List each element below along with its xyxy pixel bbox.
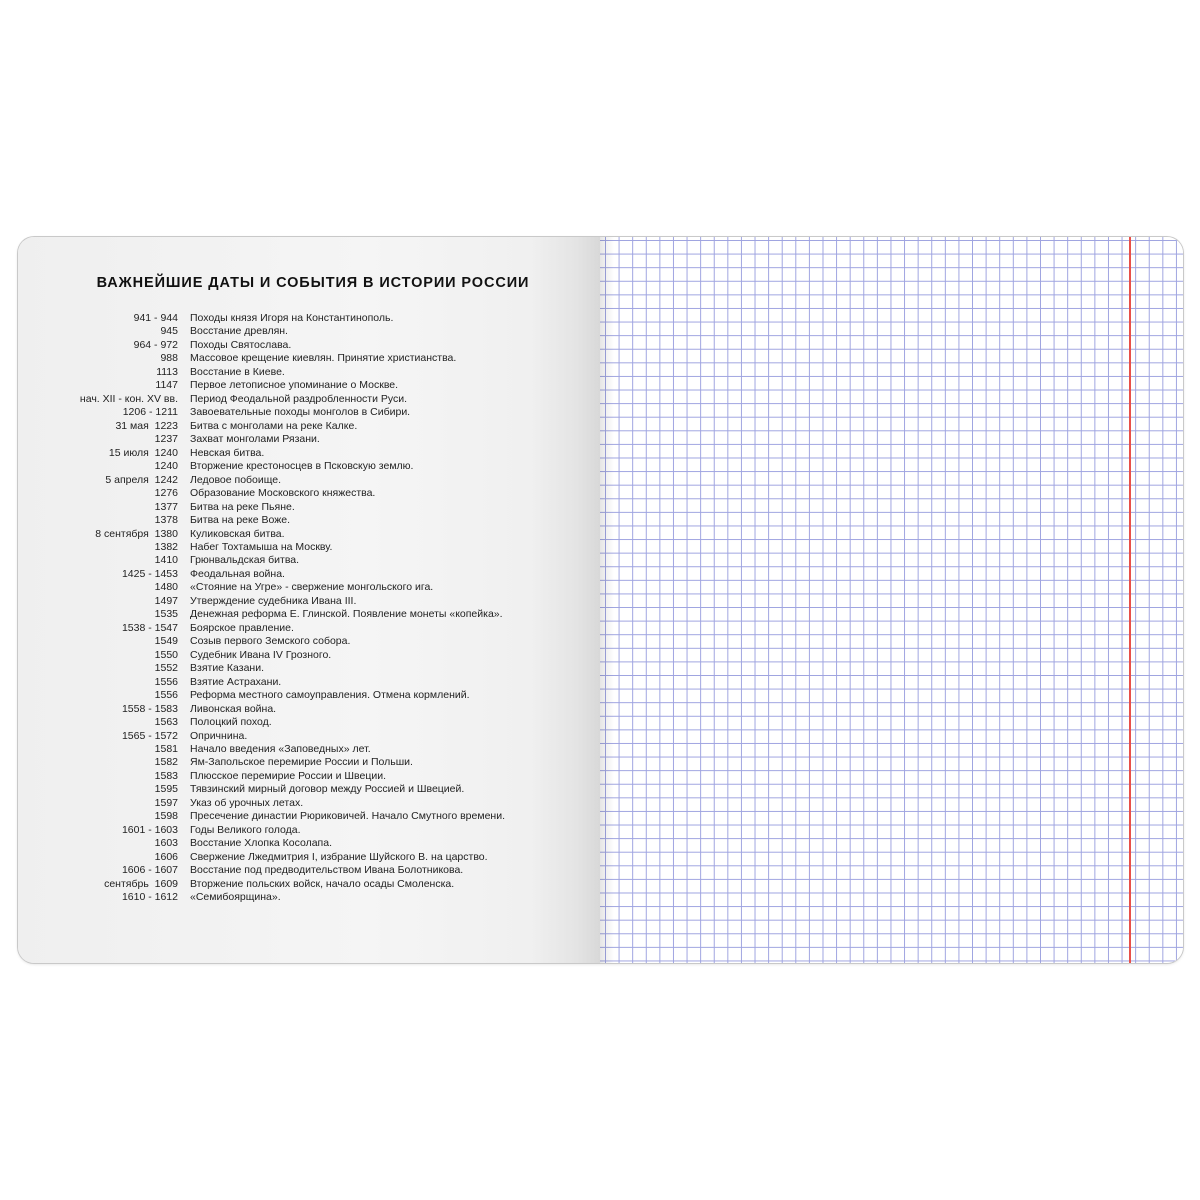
event-text: Созыв первого Земского собора.	[190, 635, 351, 648]
event-row	[18, 649, 600, 662]
event-date: 1276	[154, 487, 178, 500]
event-text: Вторжение польских войск, начало осады Смоленска.	[190, 877, 455, 890]
event-date: 1563	[154, 716, 178, 729]
event-text: Походы Святослава.	[190, 338, 292, 351]
event-date: 1610 - 1612	[121, 891, 178, 904]
event-text: Невская битва.	[190, 446, 265, 459]
event-row	[18, 662, 600, 675]
event-row	[18, 487, 600, 500]
events-list	[18, 312, 600, 905]
event-row	[18, 730, 600, 743]
event-date: 1597	[154, 796, 178, 809]
event-text: Ливонская война.	[190, 702, 277, 715]
event-date: 1206 - 1211	[122, 406, 178, 419]
notebook-spread	[18, 237, 1183, 963]
event-row	[18, 797, 600, 810]
event-date: 1378	[154, 514, 178, 527]
event-date: 1598	[154, 810, 178, 823]
event-row	[18, 878, 600, 891]
event-row	[18, 703, 600, 716]
event-row	[18, 339, 600, 352]
event-text: Опричнина.	[190, 729, 248, 742]
event-text: Походы князя Игоря на Константинополь.	[190, 312, 394, 324]
event-date: 1382	[154, 540, 178, 553]
event-row	[18, 676, 600, 689]
event-row	[18, 366, 600, 379]
event-date: 1549	[154, 635, 178, 648]
event-row	[18, 474, 600, 487]
event-date: 5 апреля 1242	[105, 473, 178, 486]
event-date: 1558 - 1583	[121, 702, 178, 715]
event-row	[18, 716, 600, 729]
event-date: 1240	[154, 460, 178, 473]
event-row	[18, 501, 600, 514]
event-row	[18, 352, 600, 365]
event-text: Восстание под предводительством Ивана Болотникова.	[190, 864, 464, 877]
event-text: Плюсское перемирие России и Швеции.	[190, 769, 387, 782]
event-date: 1497	[154, 594, 178, 607]
event-row	[18, 554, 600, 567]
event-text: Восстание Хлопка Косолапа.	[190, 837, 332, 850]
event-text: Битва на реке Воже.	[190, 514, 290, 527]
event-row	[18, 810, 600, 823]
event-date: 1601 - 1603	[121, 823, 178, 836]
event-row	[18, 420, 600, 433]
event-date: 1535	[154, 608, 178, 621]
event-date: 1583	[154, 769, 178, 782]
event-row	[18, 595, 600, 608]
margin-line	[1129, 237, 1131, 963]
event-text: Битва с монголами на реке Калке.	[190, 419, 358, 432]
event-text: Указ об урочных летах.	[190, 796, 304, 809]
event-text: Вторжение крестоносцев в Псковскую землю.	[190, 460, 414, 473]
event-text: Массовое крещение киевлян. Принятие христианства.	[190, 352, 457, 365]
event-text: Годы Великого голода.	[190, 823, 301, 836]
event-row	[18, 581, 600, 594]
event-row	[18, 447, 600, 460]
event-date: 1556	[154, 689, 178, 702]
event-date: 1606 - 1607	[121, 864, 178, 877]
page-title: ВАЖНЕЙШИЕ ДАТЫ И СОБЫТИЯ В ИСТОРИИ РОССИИ	[96, 275, 530, 291]
event-date: 1556	[154, 675, 178, 688]
event-row	[18, 608, 600, 621]
event-text: Период Феодальной раздробленности Руси.	[190, 392, 408, 405]
event-date: 15 июля 1240	[108, 446, 178, 459]
event-date: 1550	[154, 648, 178, 661]
event-text: Завоевательные походы монголов в Сибири.	[190, 406, 411, 419]
event-text: Первое летописное упоминание о Москве.	[190, 379, 399, 392]
event-row	[18, 743, 600, 756]
event-text: Тявзинский мирный договор между Россией и Швецией.	[190, 783, 465, 796]
event-text: «Стояние на Угре» - свержение монгольского ига.	[190, 581, 434, 594]
event-text: Боярское правление.	[190, 621, 294, 634]
event-row	[18, 891, 600, 904]
event-text: «Семибоярщина».	[190, 891, 281, 904]
event-date: 1480	[154, 581, 178, 594]
event-row	[18, 756, 600, 769]
event-row	[18, 528, 600, 541]
event-text: Грюнвальдская битва.	[190, 554, 300, 567]
event-date: 1595	[154, 783, 178, 796]
event-text: Начало введения «Заповедных» лет.	[190, 743, 371, 755]
event-row	[18, 783, 600, 796]
event-date: 1147	[155, 379, 178, 392]
event-text: Восстание древлян.	[190, 325, 288, 338]
event-row	[18, 433, 600, 446]
event-date: 1582	[154, 756, 178, 769]
event-row	[18, 689, 600, 702]
event-date: 988	[160, 352, 178, 365]
event-row	[18, 635, 600, 648]
event-date: 1113	[156, 365, 178, 378]
event-text: Куликовская битва.	[190, 527, 285, 540]
grid-page	[600, 237, 1183, 963]
event-date: 1425 - 1453	[121, 567, 178, 580]
event-text: Реформа местного самоуправления. Отмена кормлений.	[190, 689, 470, 702]
event-row	[18, 568, 600, 581]
event-date: нач. XII - кон. XV вв.	[79, 392, 178, 405]
event-text: Полоцкий поход.	[190, 716, 272, 729]
event-date: 945	[160, 325, 178, 338]
event-text: Феодальная война.	[190, 567, 285, 580]
event-row	[18, 622, 600, 635]
event-text: Восстание в Киеве.	[190, 365, 285, 378]
event-date: 1552	[154, 662, 178, 675]
event-text: Набег Тохтамыша на Москву.	[190, 540, 333, 553]
event-row	[18, 770, 600, 783]
event-row	[18, 864, 600, 877]
event-date: 1377	[154, 500, 178, 513]
event-row	[18, 393, 600, 406]
event-text: Ям-Запольское перемирие России и Польши.	[190, 756, 413, 769]
event-text: Денежная реформа Е. Глинской. Появление монеты «копейка».	[190, 608, 503, 621]
event-row	[18, 851, 600, 864]
event-text: Свержение Лжедмитрия I, избрание Шуйского В. на царство.	[190, 850, 488, 863]
event-text: Судебник Ивана IV Грозного.	[190, 648, 332, 661]
event-date: 8 сентября 1380	[95, 527, 178, 540]
event-date: 1538 - 1547	[121, 621, 178, 634]
event-row	[18, 541, 600, 554]
event-row	[18, 406, 600, 419]
event-date: 1581	[154, 743, 178, 755]
event-row	[18, 379, 600, 392]
event-text: Битва на реке Пьяне.	[190, 500, 295, 513]
event-row	[18, 837, 600, 850]
event-row	[18, 514, 600, 527]
event-text: Взятие Казани.	[190, 662, 265, 675]
event-date: 1410	[154, 554, 178, 567]
left-page	[18, 237, 600, 963]
event-date: 1603	[154, 837, 178, 850]
event-row	[18, 460, 600, 473]
event-date: 941 - 944	[133, 312, 178, 324]
event-text: Захват монголами Рязани.	[190, 433, 320, 446]
event-text: Взятие Астрахани.	[190, 675, 282, 688]
event-date: 31 мая 1223	[115, 419, 178, 432]
event-date: 964 - 972	[133, 338, 178, 351]
event-date: 1237	[154, 433, 178, 446]
event-text: Пресечение династии Рюриковичей. Начало Смутного времени.	[190, 810, 505, 823]
event-date: сентябрь 1609	[104, 877, 178, 890]
event-date: 1565 - 1572	[121, 729, 178, 742]
event-text: Образование Московского княжества.	[190, 487, 376, 500]
event-row	[18, 325, 600, 338]
event-text: Утверждение судебника Ивана III.	[190, 594, 357, 607]
event-row	[18, 312, 600, 325]
event-row	[18, 824, 600, 837]
event-text: Ледовое побоище.	[190, 473, 282, 486]
event-date: 1606	[154, 850, 178, 863]
